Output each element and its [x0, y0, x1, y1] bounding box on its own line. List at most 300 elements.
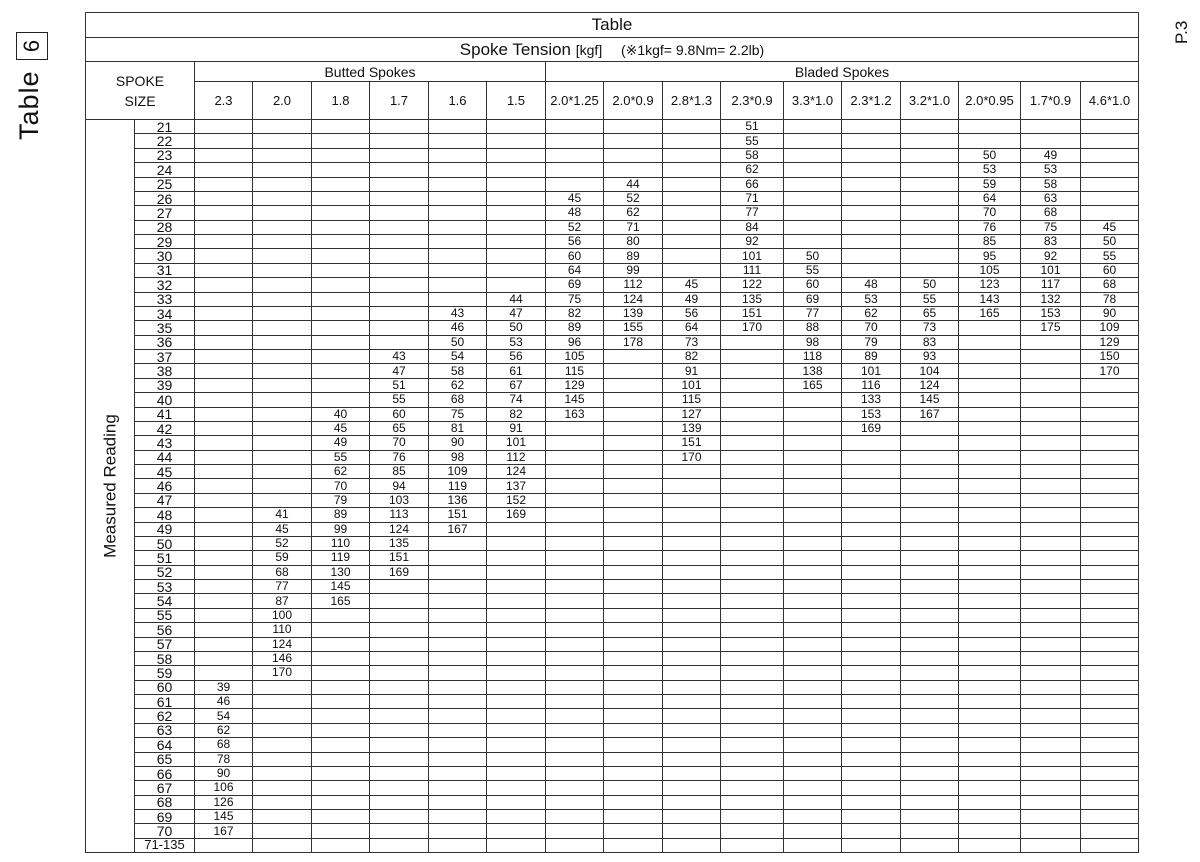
tension-value-cell: [253, 163, 312, 177]
tension-value-cell: [663, 623, 721, 637]
tension-value-cell: [842, 235, 901, 249]
bladed-size-header: 2.0*1.25: [546, 82, 604, 120]
tension-value-cell: 123: [959, 278, 1021, 292]
tension-value-cell: 79: [842, 335, 901, 349]
spoke-size-label-2: SIZE: [124, 92, 156, 109]
tension-value-cell: [1021, 637, 1081, 651]
tension-value-cell: [370, 766, 429, 780]
tension-value-cell: 50: [959, 148, 1021, 162]
table-row: [86, 321, 1139, 335]
tension-value-cell: [1021, 407, 1081, 421]
tension-value-cell: 155: [604, 321, 663, 335]
tension-value-cell: [487, 608, 546, 622]
tension-value-cell: [604, 479, 663, 493]
tension-value-cell: 101: [487, 436, 546, 450]
reading-cell: 65: [135, 752, 195, 766]
reading-cell: 63: [135, 723, 195, 737]
tension-value-cell: [1081, 479, 1139, 493]
tension-value-cell: 64: [663, 321, 721, 335]
tension-value-cell: 65: [370, 421, 429, 435]
reading-cell: 52: [135, 565, 195, 579]
tension-value-cell: [663, 522, 721, 536]
tension-value-cell: [901, 220, 959, 234]
tension-value-cell: [721, 364, 784, 378]
tension-value-cell: 52: [253, 536, 312, 550]
tension-value-cell: [842, 148, 901, 162]
tension-value-cell: [901, 134, 959, 148]
tension-value-cell: [1021, 364, 1081, 378]
table-row: [86, 623, 1139, 637]
tension-value-cell: 75: [546, 292, 604, 306]
tension-value-cell: [842, 781, 901, 795]
tension-value-cell: 50: [1081, 235, 1139, 249]
tension-value-cell: 136: [429, 493, 487, 507]
tension-value-cell: 122: [721, 278, 784, 292]
tension-value-cell: 68: [1081, 278, 1139, 292]
tension-value-cell: [195, 465, 253, 479]
reading-cell: 49: [135, 522, 195, 536]
tension-value-cell: [253, 407, 312, 421]
tension-value-cell: 109: [429, 465, 487, 479]
tension-value-cell: [429, 263, 487, 277]
tension-value-cell: 71: [604, 220, 663, 234]
tension-value-cell: [721, 824, 784, 838]
tension-value-cell: [312, 249, 370, 263]
tension-value-cell: [1021, 565, 1081, 579]
tension-value-cell: [429, 824, 487, 838]
reading-cell: 70: [135, 824, 195, 838]
tension-value-cell: 47: [487, 306, 546, 320]
tension-value-cell: [429, 637, 487, 651]
tension-value-cell: [663, 493, 721, 507]
tension-value-cell: [487, 278, 546, 292]
reading-cell: 60: [135, 680, 195, 694]
tension-value-cell: [370, 321, 429, 335]
tension-value-cell: [253, 465, 312, 479]
tension-value-cell: 153: [842, 407, 901, 421]
reading-cell: 42: [135, 421, 195, 435]
tension-value-cell: [959, 321, 1021, 335]
tension-value-cell: [842, 637, 901, 651]
tension-value-cell: [487, 191, 546, 205]
tension-value-cell: 89: [546, 321, 604, 335]
tension-value-cell: [487, 723, 546, 737]
tension-value-cell: 100: [253, 608, 312, 622]
tension-value-cell: [312, 177, 370, 191]
table-row: [86, 120, 1139, 134]
tension-value-cell: [312, 148, 370, 162]
tension-value-cell: [784, 191, 842, 205]
tension-title: Spoke Tension: [459, 39, 572, 59]
tension-value-cell: [721, 450, 784, 464]
bladed-size-header: 4.6*1.0: [1081, 82, 1139, 120]
tension-value-cell: [370, 191, 429, 205]
tension-value-cell: [370, 278, 429, 292]
tension-value-cell: [959, 493, 1021, 507]
table-row: [86, 206, 1139, 220]
tension-value-cell: 49: [1021, 148, 1081, 162]
tension-value-cell: [546, 522, 604, 536]
tension-value-cell: 69: [784, 292, 842, 306]
tension-value-cell: [663, 206, 721, 220]
tension-value-cell: [663, 249, 721, 263]
tension-value-cell: [842, 651, 901, 665]
tension-value-cell: [312, 781, 370, 795]
tension-value-cell: [959, 623, 1021, 637]
tension-value-cell: [663, 766, 721, 780]
tension-value-cell: [487, 651, 546, 665]
tension-value-cell: 103: [370, 493, 429, 507]
tension-value-cell: 70: [312, 479, 370, 493]
tension-value-cell: 175: [1021, 321, 1081, 335]
tension-value-cell: [487, 263, 546, 277]
reading-cell: 36: [135, 335, 195, 349]
tension-value-cell: 139: [663, 421, 721, 435]
tension-value-cell: [901, 565, 959, 579]
tension-value-cell: [784, 407, 842, 421]
tension-value-cell: 163: [546, 407, 604, 421]
tension-value-cell: [842, 766, 901, 780]
table-row: [86, 709, 1139, 723]
tension-value-cell: [784, 235, 842, 249]
tension-value-cell: 68: [195, 738, 253, 752]
tension-value-cell: 89: [842, 350, 901, 364]
tension-value-cell: 167: [195, 824, 253, 838]
tension-value-cell: 55: [784, 263, 842, 277]
tension-value-cell: [370, 134, 429, 148]
tension-value-cell: [195, 637, 253, 651]
tension-value-cell: 68: [429, 393, 487, 407]
reading-cell: 56: [135, 623, 195, 637]
tension-value-cell: [901, 651, 959, 665]
tension-value-cell: [901, 436, 959, 450]
tension-value-cell: [487, 206, 546, 220]
table-row: [86, 249, 1139, 263]
tension-value-cell: [663, 795, 721, 809]
spoke-size-row: [86, 82, 1139, 120]
tension-value-cell: 54: [429, 350, 487, 364]
tension-value-cell: [842, 723, 901, 737]
tension-value-cell: [604, 709, 663, 723]
tension-value-cell: 77: [784, 306, 842, 320]
tension-value-cell: [370, 594, 429, 608]
tension-value-cell: [312, 810, 370, 824]
tension-value-cell: [721, 623, 784, 637]
tension-value-cell: [1081, 450, 1139, 464]
tension-value-cell: [663, 479, 721, 493]
tension-value-cell: [721, 709, 784, 723]
butted-size-header: 2.0: [253, 82, 312, 120]
tension-value-cell: [721, 407, 784, 421]
tension-value-cell: 129: [546, 378, 604, 392]
tension-value-cell: [784, 493, 842, 507]
tension-value-cell: [1021, 134, 1081, 148]
tension-value-cell: [253, 436, 312, 450]
reading-cell: 68: [135, 795, 195, 809]
tension-value-cell: 53: [959, 163, 1021, 177]
tension-value-cell: [959, 393, 1021, 407]
tension-value-cell: [429, 781, 487, 795]
tension-value-cell: [604, 838, 663, 852]
tension-value-cell: [604, 148, 663, 162]
table-row: [86, 306, 1139, 320]
tension-value-cell: [1021, 551, 1081, 565]
tension-value-cell: 105: [546, 350, 604, 364]
tension-value-cell: [663, 709, 721, 723]
tension-value-cell: [429, 220, 487, 234]
tension-value-cell: [842, 508, 901, 522]
tension-value-cell: [546, 781, 604, 795]
tension-value-cell: 109: [1081, 321, 1139, 335]
side-table-word: Table: [14, 70, 44, 140]
tension-value-cell: [487, 580, 546, 594]
tension-value-cell: 88: [784, 321, 842, 335]
table-title: Table: [86, 13, 1139, 38]
tension-value-cell: 48: [546, 206, 604, 220]
tension-value-cell: [842, 594, 901, 608]
tension-value-cell: [1021, 838, 1081, 852]
table-row: [86, 450, 1139, 464]
tension-value-cell: [604, 508, 663, 522]
tension-value-cell: [487, 163, 546, 177]
tension-value-cell: [253, 810, 312, 824]
tension-value-cell: [1021, 393, 1081, 407]
tension-value-cell: 116: [842, 378, 901, 392]
tension-value-cell: 62: [721, 163, 784, 177]
tension-value-cell: [370, 651, 429, 665]
tension-value-cell: [959, 723, 1021, 737]
tension-value-cell: 93: [901, 350, 959, 364]
tension-value-cell: [312, 335, 370, 349]
tension-value-cell: [429, 838, 487, 852]
tension-value-cell: [784, 465, 842, 479]
tension-value-cell: [546, 436, 604, 450]
tension-value-cell: [959, 752, 1021, 766]
tension-value-cell: 90: [1081, 306, 1139, 320]
table-row: [86, 465, 1139, 479]
tension-value-cell: [546, 177, 604, 191]
tension-value-cell: [487, 134, 546, 148]
tension-value-cell: 80: [604, 235, 663, 249]
tension-value-cell: 98: [429, 450, 487, 464]
tension-value-cell: 50: [429, 335, 487, 349]
reading-cell: 32: [135, 278, 195, 292]
tension-value-cell: [901, 536, 959, 550]
tension-value-cell: [312, 393, 370, 407]
tension-value-cell: [429, 235, 487, 249]
tension-value-cell: [604, 781, 663, 795]
tension-value-cell: [784, 148, 842, 162]
table-row: [86, 263, 1139, 277]
tension-value-cell: 169: [842, 421, 901, 435]
tension-value-cell: [195, 134, 253, 148]
tension-value-cell: [370, 263, 429, 277]
tension-value-cell: [604, 766, 663, 780]
reading-cell: 71-135: [135, 838, 195, 852]
reading-cell: 53: [135, 580, 195, 594]
tension-value-cell: 46: [195, 695, 253, 709]
tension-value-cell: [1021, 795, 1081, 809]
tension-value-cell: [487, 766, 546, 780]
tension-value-cell: 50: [901, 278, 959, 292]
tension-value-cell: [663, 824, 721, 838]
tension-value-cell: 92: [1021, 249, 1081, 263]
table-row: [86, 752, 1139, 766]
tension-value-cell: [1081, 508, 1139, 522]
tension-value-cell: [1081, 522, 1139, 536]
tension-value-cell: [487, 120, 546, 134]
tension-value-cell: [721, 594, 784, 608]
tension-value-cell: 145: [195, 810, 253, 824]
tension-value-cell: [1081, 407, 1139, 421]
tension-value-cell: [195, 306, 253, 320]
tension-value-cell: [370, 838, 429, 852]
tension-value-cell: 101: [1021, 263, 1081, 277]
tension-value-cell: [487, 249, 546, 263]
tension-value-cell: 124: [370, 522, 429, 536]
tension-value-cell: [429, 148, 487, 162]
tension-value-cell: [253, 191, 312, 205]
tension-value-cell: [1081, 148, 1139, 162]
tension-value-cell: 133: [842, 393, 901, 407]
table-row: [86, 565, 1139, 579]
reading-cell: 66: [135, 766, 195, 780]
tension-value-cell: [842, 709, 901, 723]
tension-value-cell: [721, 335, 784, 349]
tension-value-cell: 85: [370, 465, 429, 479]
tension-value-cell: 45: [253, 522, 312, 536]
tension-value-cell: [901, 810, 959, 824]
tension-value-cell: [1021, 824, 1081, 838]
tension-value-cell: [901, 191, 959, 205]
reading-cell: 24: [135, 163, 195, 177]
tension-value-cell: [253, 335, 312, 349]
tension-unit: [kgf]: [575, 41, 603, 58]
tension-value-cell: [253, 738, 312, 752]
tension-value-cell: [195, 191, 253, 205]
tension-value-cell: [312, 120, 370, 134]
tension-value-cell: [959, 738, 1021, 752]
tension-value-cell: [959, 651, 1021, 665]
tension-value-cell: [195, 235, 253, 249]
tension-value-cell: [312, 378, 370, 392]
tension-value-cell: [901, 580, 959, 594]
tension-value-cell: [901, 695, 959, 709]
tension-value-cell: [546, 148, 604, 162]
tension-value-cell: 62: [842, 306, 901, 320]
tension-value-cell: 69: [546, 278, 604, 292]
tension-value-cell: [721, 580, 784, 594]
tension-value-cell: 73: [663, 335, 721, 349]
tension-value-cell: [429, 292, 487, 306]
tension-value-cell: [721, 508, 784, 522]
tension-value-cell: [370, 709, 429, 723]
tension-value-cell: 66: [721, 177, 784, 191]
tension-value-cell: 44: [604, 177, 663, 191]
tension-value-cell: [312, 220, 370, 234]
tension-value-cell: [842, 465, 901, 479]
tension-value-cell: 56: [663, 306, 721, 320]
tension-value-cell: [784, 120, 842, 134]
tension-value-cell: [784, 795, 842, 809]
tension-value-cell: [901, 163, 959, 177]
tension-value-cell: [784, 666, 842, 680]
tension-value-cell: [429, 206, 487, 220]
tension-value-cell: [784, 824, 842, 838]
tension-value-cell: 70: [959, 206, 1021, 220]
tension-value-cell: [253, 263, 312, 277]
tension-value-cell: [195, 263, 253, 277]
tension-value-cell: [784, 393, 842, 407]
tension-value-cell: 45: [1081, 220, 1139, 234]
tension-value-cell: [487, 594, 546, 608]
tension-value-cell: [959, 594, 1021, 608]
tension-value-cell: [429, 565, 487, 579]
tension-value-cell: [429, 594, 487, 608]
tension-value-cell: [1021, 766, 1081, 780]
tension-value-cell: [604, 163, 663, 177]
tension-value-cell: 105: [959, 263, 1021, 277]
tension-value-cell: 49: [663, 292, 721, 306]
tension-value-cell: 145: [312, 580, 370, 594]
tension-value-cell: [546, 465, 604, 479]
tension-value-cell: [1021, 738, 1081, 752]
tension-value-cell: [546, 810, 604, 824]
tension-value-cell: [1021, 465, 1081, 479]
tension-value-cell: 129: [1081, 335, 1139, 349]
tension-value-cell: [784, 206, 842, 220]
tension-value-cell: [1021, 623, 1081, 637]
tension-value-cell: 52: [546, 220, 604, 234]
tension-value-cell: [1081, 795, 1139, 809]
tension-value-cell: [429, 623, 487, 637]
tension-value-cell: [604, 465, 663, 479]
tension-value-cell: [604, 795, 663, 809]
tension-value-cell: [842, 551, 901, 565]
tension-value-cell: 139: [604, 306, 663, 320]
tension-value-cell: [663, 120, 721, 134]
tension-value-cell: 53: [487, 335, 546, 349]
reading-cell: 22: [135, 134, 195, 148]
tension-value-cell: [842, 436, 901, 450]
reading-cell: 48: [135, 508, 195, 522]
tension-value-cell: [429, 723, 487, 737]
tension-value-cell: [429, 651, 487, 665]
tension-value-cell: [901, 493, 959, 507]
tension-value-cell: 54: [195, 709, 253, 723]
tension-value-cell: 98: [784, 335, 842, 349]
tension-value-cell: [1081, 493, 1139, 507]
tension-value-cell: [959, 450, 1021, 464]
tension-value-cell: [195, 436, 253, 450]
tension-value-cell: [721, 738, 784, 752]
tension-value-cell: [1021, 450, 1081, 464]
tension-value-cell: 55: [312, 450, 370, 464]
tension-value-cell: [370, 680, 429, 694]
tension-value-cell: [959, 666, 1021, 680]
tension-value-cell: [1021, 651, 1081, 665]
tension-value-cell: 82: [487, 407, 546, 421]
tension-value-cell: [784, 177, 842, 191]
tension-value-cell: [959, 134, 1021, 148]
bladed-size-header: 2.0*0.95: [959, 82, 1021, 120]
tension-value-cell: [901, 421, 959, 435]
tension-value-cell: [604, 421, 663, 435]
tension-value-cell: [663, 651, 721, 665]
tension-value-cell: [663, 163, 721, 177]
tension-value-cell: [784, 623, 842, 637]
tension-value-cell: [721, 493, 784, 507]
